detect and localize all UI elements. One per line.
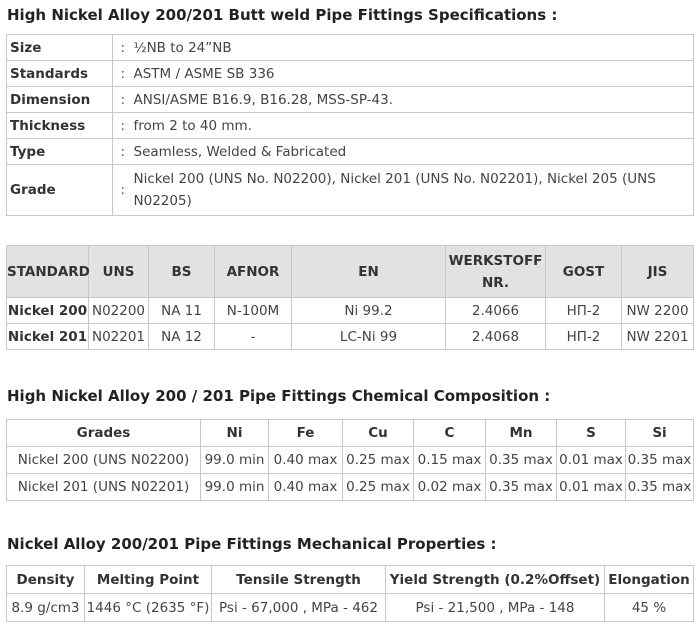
spec-value: ½NB to 24”NB	[133, 35, 694, 61]
table-cell: 0.35 max	[626, 474, 694, 501]
table-cell: Nickel 201 (UNS N02201)	[7, 474, 201, 501]
table-cell: 2.4066	[446, 298, 546, 324]
column-header: WERKSTOFF NR.	[446, 246, 546, 298]
table-row	[7, 447, 694, 474]
spec-row-thickness	[7, 113, 694, 139]
table-cell: Nickel 201	[7, 324, 89, 350]
spec-value: Seamless, Welded & Fabricated	[133, 139, 694, 165]
table-cell: 0.01 max	[557, 474, 626, 501]
table-cell: -	[215, 324, 292, 350]
table-row	[7, 298, 694, 324]
chemical-heading: High Nickel Alloy 200 / 201 Pipe Fittings Chemical Composition :	[7, 387, 551, 405]
mechanical-properties-table	[6, 565, 694, 622]
spec-row-dimension	[7, 87, 694, 113]
table-cell: Nickel 200 (UNS N02200)	[7, 447, 201, 474]
column-header: Fe	[269, 420, 343, 447]
spec-row-grade	[7, 165, 694, 216]
spec-label: Standards	[7, 61, 113, 87]
mechanical-heading: Nickel Alloy 200/201 Pipe Fittings Mechanical Properties :	[7, 535, 497, 553]
table-cell: N02200	[89, 298, 149, 324]
table-cell: 0.35 max	[626, 447, 694, 474]
column-header: UNS	[89, 246, 149, 298]
spec-value: Nickel 200 (UNS No. N02200), Nickel 201 (UNS No. N02201), Nickel 205 (UNS N02205)	[133, 165, 694, 216]
column-header: C	[414, 420, 486, 447]
spec-heading: High Nickel Alloy 200/201 Butt weld Pipe Fittings Specifications :	[7, 6, 558, 24]
spec-label: Dimension	[7, 87, 113, 113]
table-cell: NW 2200	[622, 298, 694, 324]
table-cell: 0.25 max	[343, 447, 414, 474]
table-cell: 2.4068	[446, 324, 546, 350]
column-header: Tensile Strength	[212, 566, 386, 594]
column-header: GOST	[546, 246, 622, 298]
mechanical-header-row	[7, 566, 694, 594]
spec-separator: :	[113, 139, 133, 165]
table-row	[7, 594, 694, 622]
spec-separator: :	[113, 165, 133, 216]
spec-label: Size	[7, 35, 113, 61]
column-header: Elongation	[605, 566, 694, 594]
column-header: AFNOR	[215, 246, 292, 298]
table-cell: Psi - 21,500 , MPa - 148	[386, 594, 605, 622]
column-header: Melting Point	[85, 566, 212, 594]
table-cell: 1446 °C (2635 °F)	[85, 594, 212, 622]
spec-value: ASTM / ASME SB 336	[133, 61, 694, 87]
table-cell: 0.40 max	[269, 474, 343, 501]
spec-separator: :	[113, 113, 133, 139]
table-cell: N02201	[89, 324, 149, 350]
spec-separator: :	[113, 87, 133, 113]
spec-separator: :	[113, 35, 133, 61]
table-cell: Ni 99.2	[292, 298, 446, 324]
spec-value: ANSI/ASME B16.9, B16.28, MSS-SP-43.	[133, 87, 694, 113]
column-header: S	[557, 420, 626, 447]
table-cell: 99.0 min	[201, 474, 269, 501]
chemical-header-row	[7, 420, 694, 447]
spec-label: Thickness	[7, 113, 113, 139]
column-header: Ni	[201, 420, 269, 447]
spec-separator: :	[113, 61, 133, 87]
table-cell: 45 %	[605, 594, 694, 622]
table-cell: 0.35 max	[486, 474, 557, 501]
table-cell: НП-2	[546, 324, 622, 350]
table-cell: 0.40 max	[269, 447, 343, 474]
table-cell: Nickel 200	[7, 298, 89, 324]
specifications-table	[6, 34, 694, 216]
table-cell: N-100M	[215, 298, 292, 324]
column-header: BS	[149, 246, 215, 298]
spec-row-size	[7, 35, 694, 61]
table-cell: NA 11	[149, 298, 215, 324]
column-header: Yield Strength (0.2%Offset)	[386, 566, 605, 594]
equivalent-grades-table	[6, 245, 694, 350]
table-cell: 8.9 g/cm3	[7, 594, 85, 622]
table-cell: 0.15 max	[414, 447, 486, 474]
spec-row-type	[7, 139, 694, 165]
table-cell: Psi - 67,000 , MPa - 462	[212, 594, 386, 622]
table-cell: 0.25 max	[343, 474, 414, 501]
equivalent-header-row	[7, 246, 694, 298]
table-cell: 99.0 min	[201, 447, 269, 474]
table-cell: 0.35 max	[486, 447, 557, 474]
table-cell: LC-Ni 99	[292, 324, 446, 350]
column-header: JIS	[622, 246, 694, 298]
table-cell: 0.01 max	[557, 447, 626, 474]
spec-label: Type	[7, 139, 113, 165]
column-header: Cu	[343, 420, 414, 447]
table-cell: НП-2	[546, 298, 622, 324]
column-header: Density	[7, 566, 85, 594]
column-header: EN	[292, 246, 446, 298]
table-cell: NA 12	[149, 324, 215, 350]
spec-row-standards	[7, 61, 694, 87]
column-header: Si	[626, 420, 694, 447]
spec-label: Grade	[7, 165, 113, 216]
table-row	[7, 324, 694, 350]
table-cell: NW 2201	[622, 324, 694, 350]
column-header: STANDARD	[7, 246, 89, 298]
spec-value: from 2 to 40 mm.	[133, 113, 694, 139]
column-header: Mn	[486, 420, 557, 447]
table-cell: 0.02 max	[414, 474, 486, 501]
chemical-composition-table	[6, 419, 694, 501]
column-header: Grades	[7, 420, 201, 447]
table-row	[7, 474, 694, 501]
